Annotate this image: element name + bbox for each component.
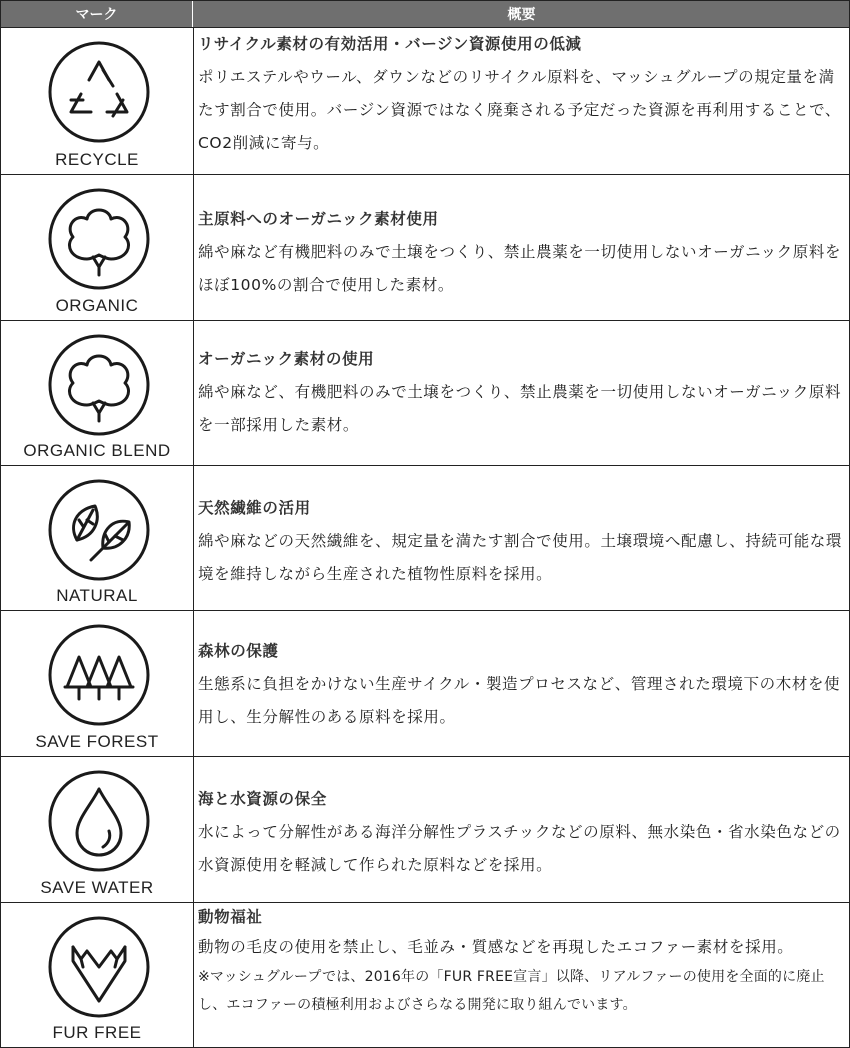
mark-cell bbox=[1, 757, 194, 902]
row-title: 海と水資源の保全 bbox=[198, 790, 327, 808]
mark-cell bbox=[1, 903, 194, 1047]
leaves-icon bbox=[47, 478, 151, 582]
mark-label: ORGANIC bbox=[55, 296, 139, 315]
table-row-fur-free bbox=[1, 902, 849, 1047]
description-cell bbox=[198, 175, 845, 320]
row-text: 綿や麻などの天然繊維を、規定量を満たす割合で使用。土壌環境へ配慮し、持続可能な環境を維持しながら生産された植物性原料を採用。 bbox=[198, 532, 843, 583]
mark-label: FUR FREE bbox=[52, 1023, 142, 1042]
row-text: ポリエステルやウール、ダウンなどのリサイクル原料を、マッシュグループの規定量を満たす割合で使用。バージン資源ではなく廃棄される予定だった資源を再利用することで、CO2削減に寄与。 bbox=[198, 68, 841, 152]
row-text: 生態系に負担をかけない生産サイクル・製造プロセスなど、管理された環境下の木材を使用し、生分解性のある原料を採用。 bbox=[198, 675, 841, 726]
header-description: 概要 bbox=[507, 7, 536, 23]
row-text: 水によって分解性がある海洋分解性プラスチックなどの原料、無水染色・省水染色などの水資源使用を軽減して作られた原料などを採用。 bbox=[198, 823, 841, 874]
mark-cell bbox=[1, 28, 194, 174]
mark-label: SAVE FOREST bbox=[35, 732, 159, 751]
description-cell bbox=[198, 757, 845, 902]
table-row-save-forest bbox=[1, 610, 849, 756]
mark-label: RECYCLE bbox=[55, 150, 139, 169]
description-cell bbox=[198, 321, 845, 465]
mark-cell bbox=[1, 611, 194, 756]
mark-cell bbox=[1, 321, 194, 465]
mark-label: NATURAL bbox=[56, 586, 138, 605]
mark-label: SAVE WATER bbox=[40, 878, 154, 897]
mark-cell bbox=[1, 466, 194, 610]
forest-icon bbox=[47, 623, 151, 727]
row-title: 森林の保護 bbox=[198, 642, 279, 660]
table-row-save-water bbox=[1, 756, 849, 902]
row-text: 綿や麻など、有機肥料のみで土壌をつくり、禁止農薬を一切使用しないオーガニック原料を一部採用した素材。 bbox=[198, 383, 842, 434]
row-title: オーガニック素材の使用 bbox=[198, 350, 375, 368]
cotton-icon bbox=[47, 333, 151, 437]
mark-cell bbox=[1, 175, 194, 320]
table-row-natural bbox=[1, 465, 849, 610]
row-title: 主原料へのオーガニック素材使用 bbox=[198, 210, 439, 228]
fur-free-icon bbox=[47, 915, 151, 1019]
recycle-icon bbox=[47, 40, 151, 144]
header-mark: マーク bbox=[1, 1, 193, 27]
table-row-recycle bbox=[1, 27, 849, 174]
row-text: 綿や麻など有機肥料のみで土壌をつくり、禁止農薬を一切使用しないオーガニック原料をほぼ100%の割合で使用した素材。 bbox=[198, 243, 842, 294]
mark-label: ORGANIC BLEND bbox=[23, 441, 171, 460]
row-title: 動物福祉 bbox=[198, 908, 263, 926]
description-cell bbox=[198, 466, 845, 610]
row-text: 動物の毛皮の使用を禁止し、毛並み・質感などを再現したエコファー素材を採用。 bbox=[198, 938, 794, 956]
table-row-organic bbox=[1, 174, 849, 320]
description-cell bbox=[198, 903, 845, 1047]
description-cell bbox=[198, 28, 845, 174]
row-title: 天然繊維の活用 bbox=[198, 499, 311, 517]
cotton-icon bbox=[47, 187, 151, 291]
table-header bbox=[1, 1, 849, 27]
water-drop-icon bbox=[47, 769, 151, 873]
row-title: リサイクル素材の有効活用・バージン資源使用の低減 bbox=[198, 35, 582, 53]
row-note: ※マッシュグループでは、2016年の「FUR FREE宣言」以降、リアルファーの使用を全面的に廃止し、エコファーの積極利用およびさらなる開発に取り組んでいます。 bbox=[198, 969, 825, 1013]
description-cell bbox=[198, 611, 845, 756]
table-row-organic-blend bbox=[1, 320, 849, 465]
